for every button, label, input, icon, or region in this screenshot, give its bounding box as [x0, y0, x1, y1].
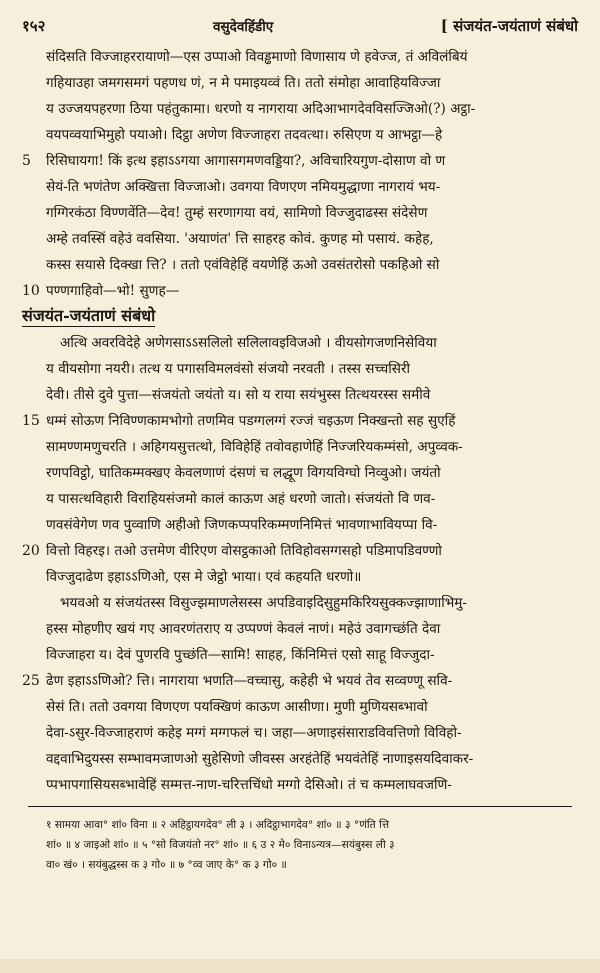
- text-line: [22, 434, 578, 460]
- line-text: गग्गिरकंठा विण्णवेंति—देव! तुम्हं सरणागया वयं, सामिणो विज्जुदाढस्स संदेसेण: [46, 205, 428, 221]
- line-text: सेसं ति। ततो उवगया विणएण पयक्खिणं काऊण आसीणा। मुणी मुणियसब्भावो: [46, 699, 428, 715]
- text-line: [22, 122, 578, 148]
- text-line: [22, 252, 578, 278]
- line-text: धम्मं सोऊण निविण्णकामभोगो तणमिव पडग्गलग्गं रज्जं चइऊण निक्खन्तो सह सुएहिं: [46, 413, 456, 429]
- line-text: संदिसति विज्जाहररायाणो—एस उप्पाओ विवड्ढमाणो विणासाय णे हवेज्ज, तं अविलंबियं: [46, 49, 468, 65]
- line-text: वित्तो विहरइ। तओ उत्तमेण वीरिएण वोसट्ठकाओ तिविहोवसग्गसहो पडिमापडिवण्णो: [46, 543, 442, 559]
- line-text: कस्स सयासे दिक्खा त्ति? । ततो एवंविहेहिं वयणेहिं ऊओ उवसंतरोसो पकहिओ सो: [46, 257, 440, 273]
- line-number: 25: [22, 673, 40, 689]
- line-text: देवी। तीसे दुवे पुत्ता—संजयंतो जयंतो य। सो य राया सयंभुस्स तित्थयरस्स समीवे: [46, 387, 431, 403]
- line-number: 15: [22, 413, 40, 429]
- page-bottom-margin: [0, 959, 600, 973]
- text-line: [22, 720, 578, 746]
- footnote-divider: [28, 806, 572, 807]
- line-text: णवसंवेगेण णव पुव्वाणि अहीओ जिणकप्पपरिकम्मणनिमित्तं भावणाभावियप्पा वि-: [46, 517, 438, 533]
- line-number: 20: [22, 543, 40, 559]
- text-line: [22, 70, 578, 96]
- text-line: [22, 694, 578, 720]
- text-line: [22, 330, 578, 356]
- footnote-line: वा० खं० । सयंबुद्धस्स क ३ गो० ॥ ७ °व्व जाए के° क ३ गो० ॥: [46, 859, 287, 871]
- text-line: [22, 408, 578, 434]
- page-header: [22, 16, 578, 44]
- line-text: अम्हे तवस्सिं वहेउं ववसिया. 'अयाणंत' त्ति साहरह कोवं. कुणह मो पसायं. कहेह,: [46, 231, 434, 247]
- text-line: [22, 200, 578, 226]
- line-text: विज्जुदाढेण इहाऽऽणिओ, एस मे जेट्ठो भाया। एवं कहयति धरणो॥: [46, 569, 362, 585]
- line-number: 10: [22, 283, 40, 299]
- text-line: [22, 226, 578, 252]
- text-line: [22, 772, 578, 798]
- text-line: [22, 590, 578, 616]
- page-number: १५२: [22, 17, 46, 35]
- line-text: देवा-ऽसुर-विज्जाहराणं कहेइ मग्गं मग्गफलं च। जहा—अणाइसंसाराडविवत्तिणो विविहो-: [46, 725, 462, 741]
- footnote-line: १ सामया आवा° शां० विना ॥ २ अहिट्ठायगदेव° ली ३ । अदिट्ठाभागदेव° शां० ॥ ३ °णंति त्ति: [46, 819, 390, 831]
- line-text: हस्स मोहणीए खयं गए आवरणंतराए य उप्पण्णं केवलं नाणं। महेउं उवागच्छंति देवा: [46, 621, 441, 637]
- line-text: प्पभापगासियसब्भावेहिं सम्मत्त-नाण-चरित्तचिंधो मग्गो देसिओ। तं च कम्मलाघवजणि-: [46, 777, 452, 793]
- text-line: [22, 148, 578, 174]
- line-text: सेयं-ति भणंतेण अक्खित्ता विज्जाओ। उवगया विणएण नमियमुद्धाणा नागरायं भय-: [46, 179, 441, 195]
- footnote-line: शां० ॥ ४ जाइओ शां० ॥ ५ °सो विजयंतो नर° शां० ॥ ६ उ २ मे० विनाऽन्यत्र—सयंबुस्स ली ३: [46, 839, 395, 851]
- section-heading: [22, 304, 578, 330]
- line-text: य उज्जयपहरणा ठिया पहंतुकामा। धरणो य नागराया अदिआभागदेवविसज्जिओ(?) अट्ठा-: [46, 101, 476, 117]
- footnotes: [22, 815, 578, 875]
- line-text: विज्जाहरा य। देवं पुणरवि पुच्छंति—सामि! साहह, किंनिमित्तं एसो साहू विज्जुदा-: [46, 647, 435, 663]
- line-text: पण्णगाहिवो—भो! सुणह—: [46, 283, 180, 299]
- text-line: [22, 746, 578, 772]
- line-number: 5: [22, 153, 31, 169]
- line-text: वयपव्वयाभिमुहो पयाओ। दिट्ठा अणेण विज्जाहरा तदवत्था। रुसिएण य आभट्ठा—हे: [46, 127, 443, 143]
- text-line: [22, 44, 578, 70]
- line-text: गहियाउहा जमगसमगं पहणध णं, न मे पमाइयव्वं ति। ततो संमोहा आवाहियविज्जा: [46, 75, 441, 91]
- text-line: [22, 96, 578, 122]
- text-line: [22, 486, 578, 512]
- text-line: [22, 174, 578, 200]
- text-line: [22, 538, 578, 564]
- text-line: [22, 642, 578, 668]
- text-line: [22, 564, 578, 590]
- text-line: [22, 356, 578, 382]
- text-line: [22, 460, 578, 486]
- line-text: वद्दवाभिदुयस्स सम्भावमजाणओ सुहेसिणो जीवस्स अरहंतेहिं भयवंतेहिं नाणाइसयदिवाकर-: [46, 751, 474, 767]
- line-text: भयवओ य संजयंतस्स विसुज्झमाणलेसस्स अपडिवाइदिसुहुमकिरियसुक्कज्झाणाभिमु-: [60, 595, 468, 611]
- line-text: सामण्णमणुचरति । अहिगयसुत्तत्थो, विविहेहिं तवोवहाणेहिं निज्जरियकम्मंसो, अपुव्वक-: [46, 439, 463, 455]
- text-line: [22, 512, 578, 538]
- text-line: [22, 668, 578, 694]
- line-text: य पासत्थविहारी विराहियसंजमो कालं काऊण अहं धरणो जातो। संजयंतो वि णव-: [46, 491, 436, 507]
- text-block-1: [22, 44, 578, 304]
- line-text: ढेण इहाऽऽणिओ? त्ति। नागराया भणति—वच्चासु, कहेही भे भयवं तेव सव्वण्णू सवि-: [46, 673, 453, 689]
- line-text: रणपविट्ठो, घातिकम्मक्खए केवलणाणं दंसणं च लद्धूण विगयविग्घो निव्वुओ। जयंतो: [46, 465, 441, 481]
- line-text: य वीयसोगा नयरी। तत्थ य पगासविमलवंसो संजयो नरवती । तस्स सच्चसिरी: [46, 361, 411, 377]
- line-text: रिसिघायगा! किं इत्थ इहाऽऽगया आगासगमणवड्डिया?, अविचारियगुण-दोसाण वो ण: [46, 153, 446, 169]
- text-line: [22, 616, 578, 642]
- section-title: [ संजयंत-जयंताणं संबंधो: [440, 17, 578, 35]
- text-line: [22, 382, 578, 408]
- section-heading-text: संजयंत-जयंताणं संबंधो: [22, 306, 156, 325]
- line-text: अत्थि अवरविदेहे अणेगसाऽऽसलिलो सलिलावइविजओ । वीयसोगजणनिसेविया: [60, 335, 437, 351]
- running-title: वसुदेवहिंडीए: [213, 19, 274, 35]
- text-line: [22, 278, 578, 304]
- text-block-2: [22, 330, 578, 798]
